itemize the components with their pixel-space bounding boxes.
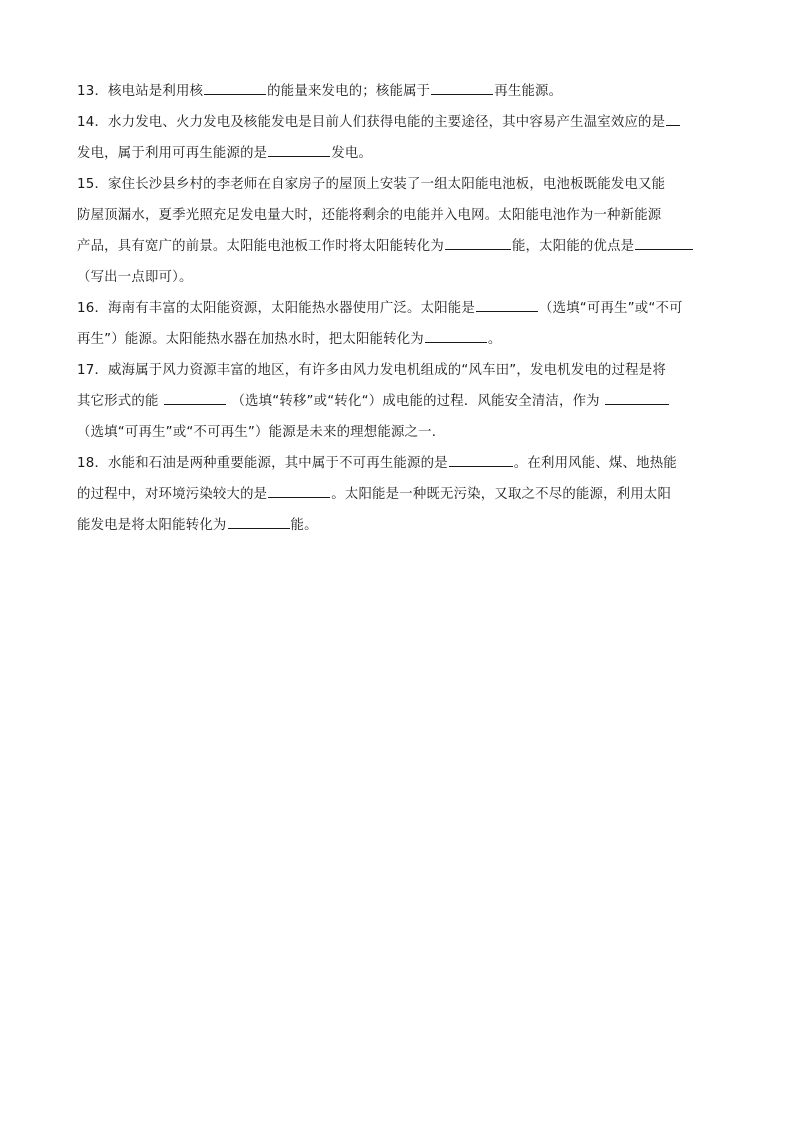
question-15-line-4	[77, 266, 722, 297]
question-text: 再生能源。	[494, 84, 563, 99]
question-text: 能发电是将太阳能转化为	[77, 518, 227, 533]
question-18-line-2	[77, 483, 722, 514]
question-text: 的过程中，对环境污染较大的是	[77, 487, 268, 502]
answer-blank[interactable]	[268, 142, 330, 157]
question-text: 其它形式的能	[77, 394, 163, 409]
question-15-line-1	[77, 173, 722, 204]
question-17-line-1	[77, 359, 722, 390]
question-text: 防屋顶漏水，夏季光照充足发电量大时，还能将剩余的电能并入电网。太阳能电池作为一种新能源	[77, 208, 662, 223]
question-17-line-2	[77, 390, 722, 421]
question-text: 产品，具有宽广的前景。太阳能电池板工作时将太阳能转化为	[77, 239, 444, 254]
question-text: 15．家住长沙县乡村的李老师在自家房子的屋顶上安装了一组太阳能电池板，电池板既能发电又能	[77, 177, 666, 192]
question-text: 的能量来发电的；核能属于	[267, 84, 431, 99]
question-16-line-1	[77, 297, 722, 328]
answer-blank[interactable]	[228, 514, 290, 529]
answer-blank[interactable]	[164, 390, 226, 405]
question-text: 。太阳能是一种既无污染，又取之不尽的能源，利用太阳	[331, 487, 672, 502]
question-17-line-3	[77, 421, 722, 452]
answer-blank[interactable]	[666, 111, 680, 126]
question-text: 能，太阳能的优点是	[511, 239, 635, 254]
answer-blank[interactable]	[476, 297, 538, 312]
answer-blank[interactable]	[605, 390, 669, 405]
question-text: 再生”）能源。太阳能热水器在加热水时，把太阳能转化为	[77, 332, 424, 347]
question-text: 18．水能和石油是两种重要能源，其中属于不可再生能源的是	[77, 456, 448, 471]
question-text: （选填“转移”或“转化“）成电能的过程．风能安全清洁，作为	[227, 394, 605, 409]
question-text: （选填“可再生”或“不可	[538, 301, 683, 316]
question-text: 17．威海属于风力资源丰富的地区，有许多由风力发电机组成的“风车田”，发电机发电的过程是将	[77, 363, 666, 378]
answer-blank[interactable]	[268, 483, 330, 498]
answer-blank[interactable]	[431, 80, 493, 95]
question-text: 发电，属于利用可再生能源的是	[77, 146, 268, 161]
question-text: 能。	[290, 518, 318, 533]
question-15-line-3	[77, 235, 722, 266]
question-text: 13．核电站是利用核	[77, 84, 204, 99]
question-text: 16．海南有丰富的太阳能资源，太阳能热水器使用广泛。太阳能是	[77, 301, 475, 316]
question-text: （选填“可再生”或“不可再生”）能源是未来的理想能源之一．	[77, 425, 446, 440]
question-text: 。	[487, 332, 502, 347]
question-text: 发电。	[331, 146, 373, 161]
question-16-line-2	[77, 328, 722, 359]
question-13-line-1	[77, 80, 722, 111]
answer-blank[interactable]	[425, 328, 487, 343]
question-list	[77, 80, 722, 545]
question-15-line-2	[77, 204, 722, 235]
answer-blank[interactable]	[449, 452, 513, 467]
question-text: （写出一点即可）。	[77, 270, 193, 285]
question-14-line-2	[77, 142, 722, 173]
question-14-line-1	[77, 111, 722, 142]
question-text: 。在利用风能、煤、地热能	[513, 456, 677, 471]
answer-blank[interactable]	[445, 235, 511, 250]
question-text: 14．水力发电、火力发电及核能发电是目前人们获得电能的主要途径，其中容易产生温室效应的是	[77, 115, 666, 130]
answer-blank[interactable]	[204, 80, 266, 95]
question-18-line-3	[77, 514, 722, 545]
question-18-line-1	[77, 452, 722, 483]
answer-blank[interactable]	[635, 235, 693, 250]
